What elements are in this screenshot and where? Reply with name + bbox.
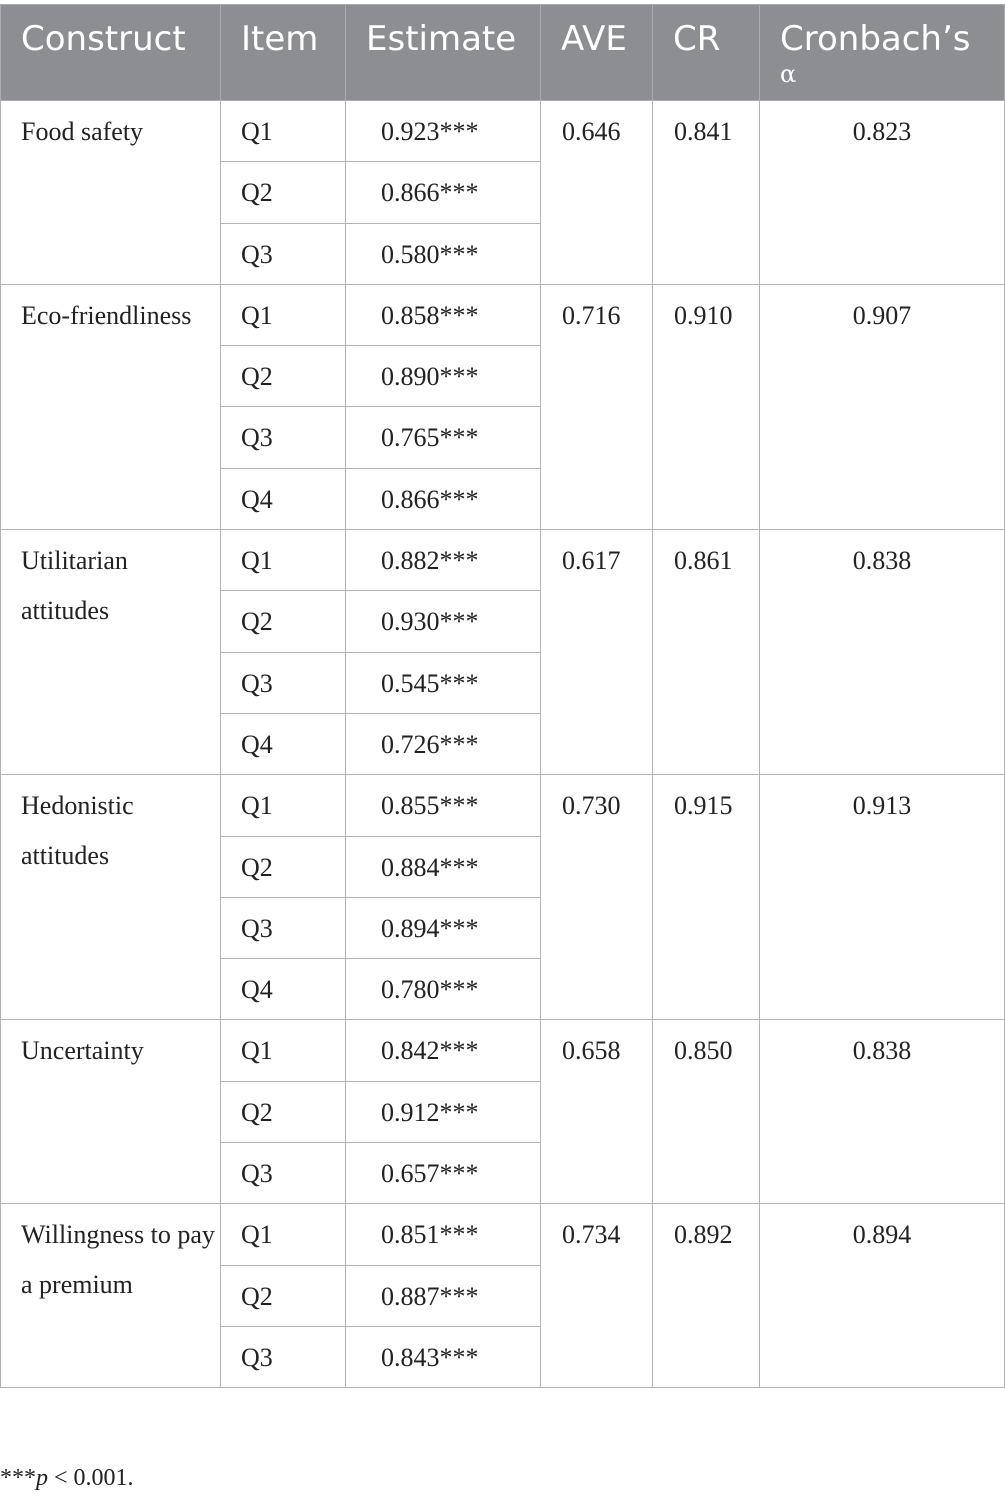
- header-ave: AVE: [541, 5, 653, 101]
- item-cell: Q3: [221, 897, 346, 958]
- item-cell: Q4: [221, 468, 346, 529]
- alpha-cell: 0.894: [760, 1204, 1005, 1388]
- ave-cell: 0.734: [541, 1204, 653, 1388]
- header-item: Item: [221, 5, 346, 101]
- footnote-p: p: [36, 1465, 48, 1491]
- footnote-stars: ***: [0, 1465, 36, 1491]
- alpha-cell: 0.823: [760, 101, 1005, 285]
- estimate-cell: 0.912***: [346, 1081, 541, 1142]
- estimate-cell: 0.866***: [346, 162, 541, 223]
- table-row: [1, 775, 1005, 836]
- item-cell: Q2: [221, 836, 346, 897]
- cr-cell: 0.841: [653, 101, 760, 285]
- construct-cell: Eco-friendliness: [1, 284, 221, 529]
- estimate-cell: 0.843***: [346, 1326, 541, 1387]
- construct-cell: Hedonistic attitudes: [1, 775, 221, 1020]
- estimate-cell: 0.780***: [346, 959, 541, 1020]
- header-construct: Construct: [1, 5, 221, 101]
- table-row: [1, 1020, 1005, 1081]
- table-row: [1, 1204, 1005, 1265]
- estimate-cell: 0.866***: [346, 468, 541, 529]
- cr-cell: 0.850: [653, 1020, 760, 1204]
- item-cell: Q4: [221, 713, 346, 774]
- estimate-cell: 0.842***: [346, 1020, 541, 1081]
- estimate-cell: 0.657***: [346, 1143, 541, 1204]
- item-cell: Q1: [221, 1020, 346, 1081]
- estimate-cell: 0.855***: [346, 775, 541, 836]
- header-cronbach-alpha: [760, 5, 1005, 101]
- item-cell: Q1: [221, 530, 346, 591]
- estimate-cell: 0.726***: [346, 713, 541, 774]
- footnote: [0, 1465, 134, 1492]
- estimate-cell: 0.887***: [346, 1265, 541, 1326]
- cr-cell: 0.892: [653, 1204, 760, 1388]
- item-cell: Q2: [221, 591, 346, 652]
- cr-cell: 0.910: [653, 284, 760, 529]
- cr-cell: 0.861: [653, 530, 760, 775]
- header-cronbach-label: Cronbach’s: [780, 19, 971, 59]
- table-row: [1, 284, 1005, 345]
- estimate-cell: 0.882***: [346, 530, 541, 591]
- results-table: [0, 4, 1005, 1388]
- cr-cell: 0.915: [653, 775, 760, 1020]
- construct-cell: Uncertainty: [1, 1020, 221, 1204]
- ave-cell: 0.730: [541, 775, 653, 1020]
- item-cell: Q1: [221, 1204, 346, 1265]
- ave-cell: 0.617: [541, 530, 653, 775]
- item-cell: Q4: [221, 959, 346, 1020]
- estimate-cell: 0.894***: [346, 897, 541, 958]
- estimate-cell: 0.890***: [346, 346, 541, 407]
- construct-cell: Utilitarian attitudes: [1, 530, 221, 775]
- header-estimate: Estimate: [346, 5, 541, 101]
- footnote-text: < 0.001.: [48, 1465, 134, 1491]
- header-alpha-symbol: α: [780, 60, 797, 88]
- estimate-cell: 0.545***: [346, 652, 541, 713]
- item-cell: Q1: [221, 101, 346, 162]
- item-cell: Q2: [221, 162, 346, 223]
- item-cell: Q3: [221, 223, 346, 284]
- estimate-cell: 0.930***: [346, 591, 541, 652]
- estimate-cell: 0.884***: [346, 836, 541, 897]
- alpha-cell: 0.907: [760, 284, 1005, 529]
- construct-cell: Willingness to pay a premium: [1, 1204, 221, 1388]
- ave-cell: 0.658: [541, 1020, 653, 1204]
- item-cell: Q1: [221, 284, 346, 345]
- table-body: [1, 101, 1005, 1388]
- item-cell: Q3: [221, 1143, 346, 1204]
- estimate-cell: 0.765***: [346, 407, 541, 468]
- item-cell: Q2: [221, 1081, 346, 1142]
- item-cell: Q1: [221, 775, 346, 836]
- ave-cell: 0.646: [541, 101, 653, 285]
- header-row: [1, 5, 1005, 101]
- estimate-cell: 0.923***: [346, 101, 541, 162]
- alpha-cell: 0.913: [760, 775, 1005, 1020]
- item-cell: Q3: [221, 652, 346, 713]
- item-cell: Q3: [221, 407, 346, 468]
- header-cr: CR: [653, 5, 760, 101]
- item-cell: Q2: [221, 346, 346, 407]
- alpha-cell: 0.838: [760, 1020, 1005, 1204]
- item-cell: Q3: [221, 1326, 346, 1387]
- estimate-cell: 0.851***: [346, 1204, 541, 1265]
- estimate-cell: 0.580***: [346, 223, 541, 284]
- ave-cell: 0.716: [541, 284, 653, 529]
- construct-cell: Food safety: [1, 101, 221, 285]
- estimate-cell: 0.858***: [346, 284, 541, 345]
- alpha-cell: 0.838: [760, 530, 1005, 775]
- table-row: [1, 101, 1005, 162]
- item-cell: Q2: [221, 1265, 346, 1326]
- table-row: [1, 530, 1005, 591]
